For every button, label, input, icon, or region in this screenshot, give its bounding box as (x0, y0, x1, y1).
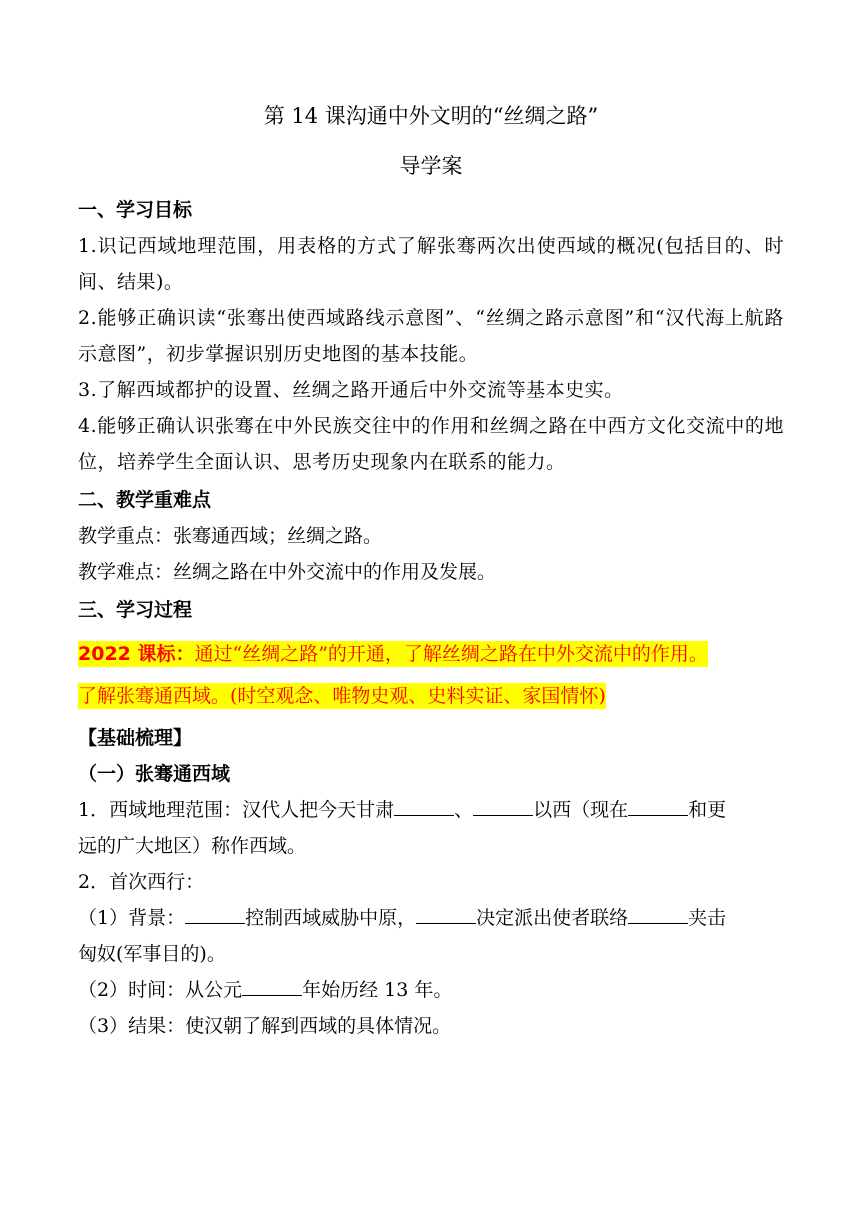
q2-1-text-c: 决定派出使者联络 (476, 907, 629, 929)
section-heading-process: 三、学习过程 (78, 599, 193, 621)
question-1-line-1 (78, 792, 784, 828)
section-heading-goals: 一、学习目标 (78, 199, 193, 221)
document-subtitle: 导学案 (399, 154, 463, 178)
fill-blank[interactable] (394, 795, 454, 816)
document-page (78, 100, 784, 1044)
teaching-focus: 教学重点：张骞通西域；丝绸之路。 (78, 525, 383, 547)
question-2-1-line-1 (78, 900, 784, 936)
q2-1-text-b: 控制西域威胁中原， (245, 907, 417, 929)
curriculum-standard-label: 2022 课标： (78, 643, 195, 665)
fill-blank[interactable] (242, 975, 302, 996)
question-1-text-d: 和更 (688, 799, 727, 821)
teaching-difficulty: 教学难点：丝绸之路在中外交流中的作用及发展。 (78, 561, 497, 583)
fill-blank[interactable] (628, 903, 688, 924)
fill-blank[interactable] (416, 903, 476, 924)
q2-2-text-b: 年始历经 13 年。 (302, 979, 453, 1001)
q2-2-text-a: （2）时间：从公元 (78, 979, 243, 1001)
curriculum-standard-line-2 (78, 680, 784, 712)
section-heading-key-points: 二、教学重难点 (78, 489, 212, 511)
q2-1-text-d: 夹击 (688, 907, 727, 929)
question-1-text-a: 1．西域地理范围：汉代人把今天甘肃 (78, 799, 395, 821)
question-1-text-b: 、 (454, 799, 474, 821)
fill-blank[interactable] (473, 795, 533, 816)
fill-blank[interactable] (185, 903, 245, 924)
goal-item-1: 1.识记西域地理范围，用表格的方式了解张骞两次出使西域的概况(包括目的、时间、结果)。 (78, 235, 784, 293)
question-2-1-line-2: 匈奴(军事目的)。 (78, 943, 226, 965)
goal-item-3: 3.了解西域都护的设置、丝绸之路开通后中外交流等基本史实。 (78, 379, 624, 401)
question-2-3: （3）结果：使汉朝了解到西域的具体情况。 (78, 1015, 452, 1037)
subsection-heading-zhang-qian: （一）张骞通西域 (78, 763, 231, 785)
question-2-heading: 2．首次西行： (78, 871, 205, 893)
basics-heading: 【基础梳理】 (78, 727, 193, 749)
question-1-line-2: 远的广大地区）称作西域。 (78, 835, 307, 857)
question-2-2 (78, 972, 784, 1008)
q2-1-text-a: （1）背景： (78, 907, 186, 929)
fill-blank[interactable] (628, 795, 688, 816)
curriculum-standard-text-1: 通过“丝绸之路”的开通，了解丝绸之路在中外交流中的作用。 (194, 643, 708, 665)
goal-item-2: 2.能够正确识读“张骞出使西域路线示意图”、“丝绸之路示意图”和“汉代海上航路示意图”，初步掌握识别历史地图的基本技能。 (78, 307, 784, 365)
question-1-text-c: 以西（现在 (533, 799, 629, 821)
curriculum-standard-text-2: 了解张骞通西域。(时空观念、唯物史观、史料实证、家国情怀) (78, 685, 606, 707)
goal-item-4: 4.能够正确认识张骞在中外民族交往中的作用和丝绸之路在中西方文化交流中的地位，培养学生全面认识、思考历史现象内在联系的能力。 (78, 415, 784, 473)
curriculum-standard-line-1 (78, 638, 784, 670)
document-title: 第 14 课沟通中外文明的“丝绸之路” (263, 104, 599, 128)
